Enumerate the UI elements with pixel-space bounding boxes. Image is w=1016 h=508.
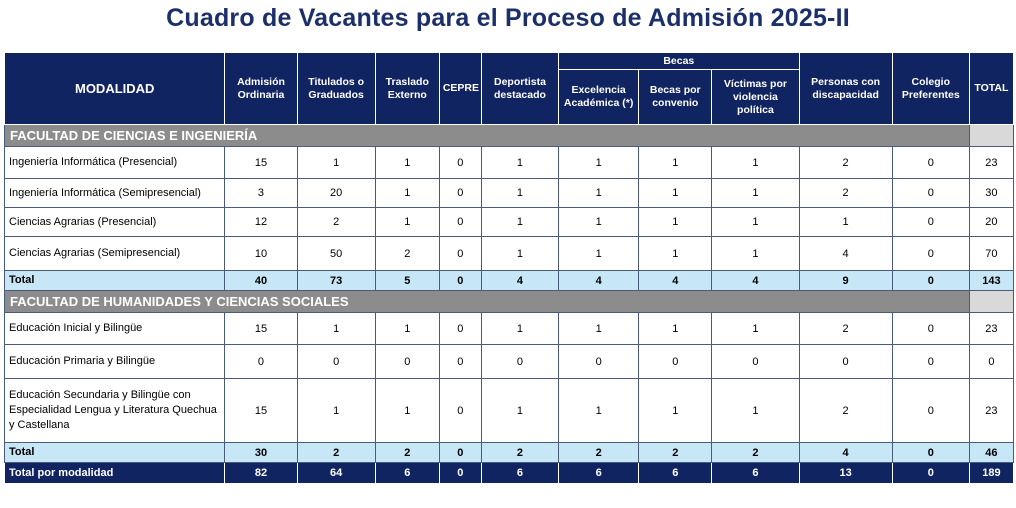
- faculty-total-row: [5, 443, 1014, 463]
- cell: 0: [892, 313, 969, 345]
- cell: 50: [297, 237, 375, 271]
- cell: 10: [225, 237, 297, 271]
- cell: 2: [712, 443, 799, 463]
- table-row: [5, 147, 1014, 179]
- cell: 0: [969, 345, 1013, 379]
- cell: 1: [559, 208, 639, 237]
- cell: 1: [639, 179, 712, 208]
- cell: 0: [481, 345, 558, 379]
- cell: 1: [297, 147, 375, 179]
- cell: 1: [375, 147, 439, 179]
- cell: 73: [297, 271, 375, 291]
- cell: 1: [559, 237, 639, 271]
- cell: 189: [969, 463, 1013, 484]
- header-discapacidad: Personas con discapacidad: [799, 53, 892, 125]
- cell: 1: [375, 379, 439, 443]
- cell: 4: [712, 271, 799, 291]
- cell: 1: [799, 208, 892, 237]
- cell: 1: [481, 208, 558, 237]
- cell: 1: [639, 147, 712, 179]
- total-label: Total: [5, 443, 225, 463]
- cell: 0: [639, 345, 712, 379]
- cell: 6: [712, 463, 799, 484]
- cell: 9: [799, 271, 892, 291]
- header-admision-ordinaria: Admisión Ordinaria: [225, 53, 297, 125]
- cell: 70: [969, 237, 1013, 271]
- cell: 0: [892, 345, 969, 379]
- header-titulados: Titulados o Graduados: [297, 53, 375, 125]
- cell: 0: [439, 237, 481, 271]
- cell: 0: [892, 237, 969, 271]
- cell: 0: [892, 208, 969, 237]
- cell: 2: [639, 443, 712, 463]
- program-name: Ingeniería Informática (Presencial): [5, 147, 225, 179]
- faculty-heading-empty: [969, 291, 1013, 313]
- cell: 1: [639, 379, 712, 443]
- cell: 15: [225, 147, 297, 179]
- cell: 12: [225, 208, 297, 237]
- cell: 1: [712, 179, 799, 208]
- cell: 6: [559, 463, 639, 484]
- cell: 1: [712, 237, 799, 271]
- cell: 64: [297, 463, 375, 484]
- header-cepre: CEPRE: [439, 53, 481, 125]
- cell: 0: [439, 463, 481, 484]
- cell: 1: [481, 147, 558, 179]
- page-title: Cuadro de Vacantes para el Proceso de Admisión 2025-II: [166, 4, 850, 32]
- cell: 1: [375, 179, 439, 208]
- cell: 4: [799, 443, 892, 463]
- cell: 1: [559, 147, 639, 179]
- header-becas: Becas: [559, 53, 799, 70]
- cell: 1: [375, 208, 439, 237]
- vacancy-table: [4, 52, 1014, 484]
- header-traslado: Traslado Externo: [375, 53, 439, 125]
- cell: 6: [375, 463, 439, 484]
- faculty-total-row: [5, 271, 1014, 291]
- table-row: [5, 179, 1014, 208]
- header-colegio: Colegio Preferentes: [892, 53, 969, 125]
- total-label: Total: [5, 271, 225, 291]
- cell: 1: [559, 379, 639, 443]
- cell: 1: [712, 147, 799, 179]
- cell: 2: [481, 443, 558, 463]
- cell: 0: [892, 379, 969, 443]
- program-name: Ciencias Agrarias (Presencial): [5, 208, 225, 237]
- cell: 2: [799, 179, 892, 208]
- header-excelencia: Excelencia Académica (*): [559, 70, 639, 125]
- cell: 1: [297, 313, 375, 345]
- cell: 23: [969, 379, 1013, 443]
- cell: 6: [481, 463, 558, 484]
- cell: 2: [799, 379, 892, 443]
- cell: 0: [439, 379, 481, 443]
- cell: 6: [639, 463, 712, 484]
- cell: 0: [559, 345, 639, 379]
- cell: 0: [439, 443, 481, 463]
- cell: 0: [892, 463, 969, 484]
- cell: 2: [297, 208, 375, 237]
- program-name: Educación Secundaria y Bilingüe con Especialidad Lengua y Literatura Quechua y Castellana: [5, 379, 225, 443]
- cell: 40: [225, 271, 297, 291]
- cell: 0: [439, 345, 481, 379]
- cell: 20: [297, 179, 375, 208]
- cell: 4: [481, 271, 558, 291]
- header-convenio: Becas por convenio: [639, 70, 712, 125]
- cell: 0: [225, 345, 297, 379]
- cell: 13: [799, 463, 892, 484]
- cell: 2: [297, 443, 375, 463]
- cell: 2: [375, 443, 439, 463]
- cell: 1: [639, 208, 712, 237]
- cell: 1: [481, 379, 558, 443]
- cell: 0: [439, 208, 481, 237]
- cell: 23: [969, 147, 1013, 179]
- cell: 1: [712, 208, 799, 237]
- cell: 1: [559, 313, 639, 345]
- grand-total-label: Total por modalidad: [5, 463, 225, 484]
- cell: 20: [969, 208, 1013, 237]
- cell: 1: [297, 379, 375, 443]
- table-row: [5, 208, 1014, 237]
- header-deportista: Deportista destacado: [481, 53, 558, 125]
- cell: 0: [799, 345, 892, 379]
- cell: 1: [481, 313, 558, 345]
- cell: 0: [439, 179, 481, 208]
- faculty-heading: FACULTAD DE HUMANIDADES Y CIENCIAS SOCIALES: [5, 291, 970, 313]
- grand-total-row: [5, 463, 1014, 484]
- cell: 0: [892, 147, 969, 179]
- table-row: [5, 345, 1014, 379]
- cell: 0: [439, 271, 481, 291]
- cell: 1: [639, 313, 712, 345]
- cell: 1: [559, 179, 639, 208]
- program-name: Educación Primaria y Bilingüe: [5, 345, 225, 379]
- header-modalidad: MODALIDAD: [5, 53, 225, 125]
- faculty-heading: FACULTAD DE CIENCIAS E INGENIERÍA: [5, 125, 970, 147]
- cell: 4: [559, 271, 639, 291]
- cell: 0: [892, 179, 969, 208]
- cell: 2: [559, 443, 639, 463]
- cell: 30: [225, 443, 297, 463]
- cell: 0: [712, 345, 799, 379]
- cell: 0: [892, 271, 969, 291]
- table-row: [5, 379, 1014, 443]
- cell: 30: [969, 179, 1013, 208]
- faculty-heading-empty: [969, 125, 1013, 147]
- cell: 46: [969, 443, 1013, 463]
- cell: 0: [439, 313, 481, 345]
- cell: 82: [225, 463, 297, 484]
- cell: 5: [375, 271, 439, 291]
- header-total: TOTAL: [969, 53, 1013, 125]
- cell: 0: [375, 345, 439, 379]
- cell: 1: [481, 179, 558, 208]
- cell: 1: [481, 237, 558, 271]
- cell: 4: [639, 271, 712, 291]
- cell: 0: [297, 345, 375, 379]
- cell: 15: [225, 313, 297, 345]
- header-victimas: Víctimas por violencia política: [712, 70, 799, 125]
- cell: 143: [969, 271, 1013, 291]
- cell: 0: [892, 443, 969, 463]
- cell: 2: [799, 147, 892, 179]
- table-row: [5, 313, 1014, 345]
- cell: 15: [225, 379, 297, 443]
- table-row: [5, 237, 1014, 271]
- cell: 3: [225, 179, 297, 208]
- cell: 2: [375, 237, 439, 271]
- cell: 1: [375, 313, 439, 345]
- cell: 2: [799, 313, 892, 345]
- cell: 23: [969, 313, 1013, 345]
- program-name: Ciencias Agrarias (Semipresencial): [5, 237, 225, 271]
- cell: 1: [639, 237, 712, 271]
- cell: 1: [712, 379, 799, 443]
- cell: 1: [712, 313, 799, 345]
- cell: 4: [799, 237, 892, 271]
- cell: 0: [439, 147, 481, 179]
- program-name: Educación Inicial y Bilingüe: [5, 313, 225, 345]
- program-name: Ingeniería Informática (Semipresencial): [5, 179, 225, 208]
